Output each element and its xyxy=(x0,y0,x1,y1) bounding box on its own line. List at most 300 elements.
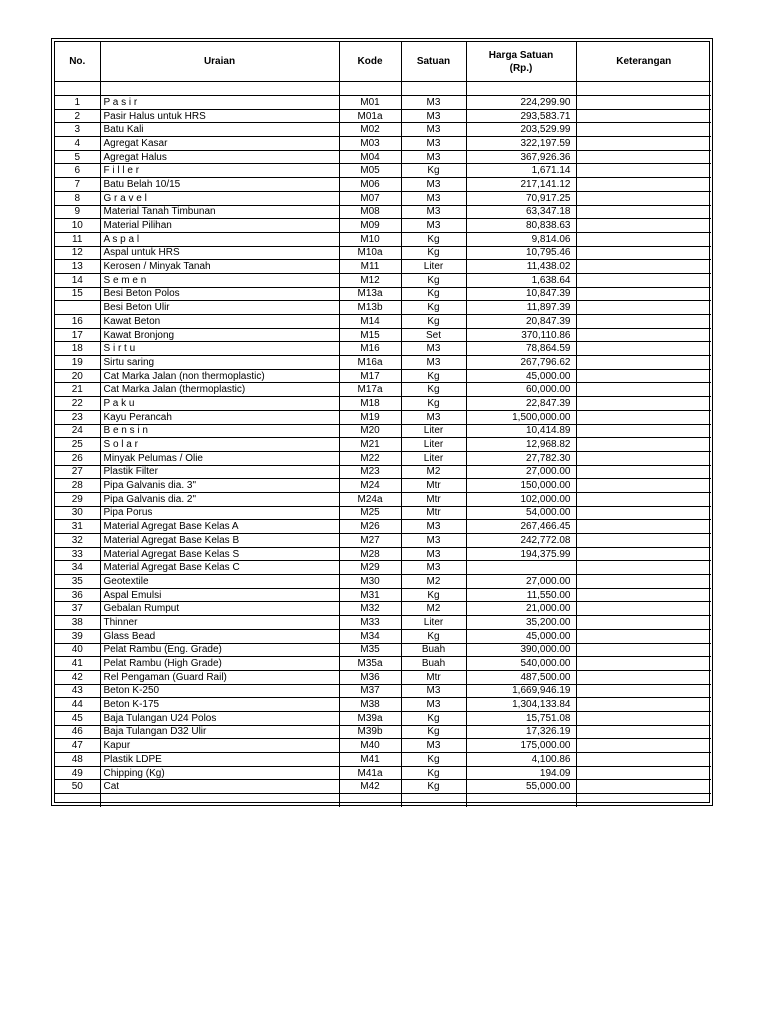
cell-no: 5 xyxy=(55,150,100,164)
cell-harga: 267,466.45 xyxy=(466,520,576,534)
table-row xyxy=(55,629,711,643)
cell-uraian: B e n s i n xyxy=(100,424,339,438)
cell-kode: M01 xyxy=(339,96,401,110)
table-row xyxy=(55,780,711,794)
table-row xyxy=(55,328,711,342)
cell-uraian: Glass Bead xyxy=(100,629,339,643)
cell-uraian: Rel Pengaman (Guard Rail) xyxy=(100,670,339,684)
cell-no: 14 xyxy=(55,273,100,287)
cell-no: 21 xyxy=(55,383,100,397)
cell-keterangan xyxy=(576,383,711,397)
cell-uraian: Pasir Halus untuk HRS xyxy=(100,109,339,123)
cell-harga: 21,000.00 xyxy=(466,602,576,616)
cell-no: 26 xyxy=(55,451,100,465)
cell-harga: 1,669,946.19 xyxy=(466,684,576,698)
price-table-frame xyxy=(54,41,710,803)
table-row xyxy=(55,588,711,602)
cell-harga: 322,197.59 xyxy=(466,137,576,151)
cell-uraian: F i l l e r xyxy=(100,164,339,178)
cell-kode: M25 xyxy=(339,506,401,520)
cell-keterangan xyxy=(576,356,711,370)
cell-no: 44 xyxy=(55,698,100,712)
cell-keterangan xyxy=(576,602,711,616)
cell-harga: 20,847.39 xyxy=(466,315,576,329)
cell-kode: M07 xyxy=(339,191,401,205)
table-row xyxy=(55,492,711,506)
cell-no: 43 xyxy=(55,684,100,698)
cell-uraian: Thinner xyxy=(100,616,339,630)
cell-keterangan xyxy=(576,424,711,438)
cell-kode: M19 xyxy=(339,410,401,424)
cell-no: 13 xyxy=(55,260,100,274)
cell-uraian: Material Agregat Base Kelas B xyxy=(100,534,339,548)
cell-no: 28 xyxy=(55,479,100,493)
closing-row xyxy=(55,794,711,808)
cell-keterangan xyxy=(576,369,711,383)
header-kode: Kode xyxy=(339,42,401,82)
cell-keterangan xyxy=(576,575,711,589)
cell-uraian: Cat xyxy=(100,780,339,794)
cell-no: 49 xyxy=(55,766,100,780)
cell-uraian: Agregat Halus xyxy=(100,150,339,164)
cell-no: 45 xyxy=(55,711,100,725)
header-no: No. xyxy=(55,42,100,82)
cell-harga: 63,347.18 xyxy=(466,205,576,219)
table-header-row xyxy=(55,42,711,82)
cell-no: 23 xyxy=(55,410,100,424)
cell-uraian: Cat Marka Jalan (thermoplastic) xyxy=(100,383,339,397)
cell-uraian: Pipa Galvanis dia. 2" xyxy=(100,492,339,506)
table-row xyxy=(55,602,711,616)
cell-no: 6 xyxy=(55,164,100,178)
cell-uraian: Gebalan Rumput xyxy=(100,602,339,616)
cell-harga: 217,141.12 xyxy=(466,178,576,192)
cell-harga: 12,968.82 xyxy=(466,438,576,452)
cell-kode: M34 xyxy=(339,629,401,643)
cell-harga: 35,200.00 xyxy=(466,616,576,630)
cell-satuan: M3 xyxy=(401,123,466,137)
cell-uraian: Baja Tulangan D32 Ulir xyxy=(100,725,339,739)
cell-uraian: P a s i r xyxy=(100,96,339,110)
cell-no: 4 xyxy=(55,137,100,151)
table-row xyxy=(55,711,711,725)
cell-kode: M39b xyxy=(339,725,401,739)
header-harga-line1: Harga Satuan xyxy=(488,49,554,61)
cell-satuan: Mtr xyxy=(401,506,466,520)
cell-harga: 80,838.63 xyxy=(466,219,576,233)
cell-uraian: Pelat Rambu (High Grade) xyxy=(100,657,339,671)
cell-satuan: Liter xyxy=(401,260,466,274)
cell-harga: 487,500.00 xyxy=(466,670,576,684)
cell-keterangan xyxy=(576,739,711,753)
cell-kode: M06 xyxy=(339,178,401,192)
cell-satuan: Kg xyxy=(401,397,466,411)
cell-kode: M21 xyxy=(339,438,401,452)
cell-kode: M27 xyxy=(339,534,401,548)
cell-keterangan xyxy=(576,753,711,767)
cell-uraian: Aspal untuk HRS xyxy=(100,246,339,260)
cell-harga: 203,529.99 xyxy=(466,123,576,137)
cell-no: 22 xyxy=(55,397,100,411)
cell-satuan: Kg xyxy=(401,369,466,383)
cell-keterangan xyxy=(576,670,711,684)
table-row xyxy=(55,424,711,438)
cell-keterangan xyxy=(576,96,711,110)
cell-keterangan xyxy=(576,342,711,356)
cell-kode: M24a xyxy=(339,492,401,506)
cell-harga: 11,438.02 xyxy=(466,260,576,274)
cell-satuan: M3 xyxy=(401,534,466,548)
table-row xyxy=(55,698,711,712)
cell-kode: M22 xyxy=(339,451,401,465)
table-row xyxy=(55,657,711,671)
cell-satuan: Liter xyxy=(401,451,466,465)
cell-uraian: Beton K-250 xyxy=(100,684,339,698)
table-row xyxy=(55,438,711,452)
cell-kode: M38 xyxy=(339,698,401,712)
table-row xyxy=(55,684,711,698)
cell-uraian: Kawat Bronjong xyxy=(100,328,339,342)
cell-harga: 10,795.46 xyxy=(466,246,576,260)
table-row xyxy=(55,232,711,246)
cell-harga: 15,751.08 xyxy=(466,711,576,725)
cell-keterangan xyxy=(576,191,711,205)
cell-uraian: Cat Marka Jalan (non thermoplastic) xyxy=(100,369,339,383)
cell-harga: 11,550.00 xyxy=(466,588,576,602)
cell-no: 39 xyxy=(55,629,100,643)
cell-keterangan xyxy=(576,164,711,178)
cell-satuan: Kg xyxy=(401,588,466,602)
table-row xyxy=(55,369,711,383)
table-row xyxy=(55,383,711,397)
cell-no: 24 xyxy=(55,424,100,438)
cell-keterangan xyxy=(576,397,711,411)
cell-uraian: Kerosen / Minyak Tanah xyxy=(100,260,339,274)
cell-keterangan xyxy=(576,492,711,506)
cell-satuan: Mtr xyxy=(401,479,466,493)
cell-uraian: Beton K-175 xyxy=(100,698,339,712)
cell-uraian: Besi Beton Polos xyxy=(100,287,339,301)
cell-keterangan xyxy=(576,698,711,712)
cell-kode: M30 xyxy=(339,575,401,589)
header-harga-line2: (Rp.) xyxy=(509,62,533,74)
cell-kode: M14 xyxy=(339,315,401,329)
cell-satuan: Kg xyxy=(401,383,466,397)
cell-no: 25 xyxy=(55,438,100,452)
cell-kode: M13b xyxy=(339,301,401,315)
cell-harga: 367,926.36 xyxy=(466,150,576,164)
cell-uraian: Batu Belah 10/15 xyxy=(100,178,339,192)
cell-satuan: Liter xyxy=(401,424,466,438)
cell-keterangan xyxy=(576,588,711,602)
cell-no: 2 xyxy=(55,109,100,123)
cell-kode: M11 xyxy=(339,260,401,274)
cell-satuan: Kg xyxy=(401,287,466,301)
cell-kode: M13a xyxy=(339,287,401,301)
cell-no: 47 xyxy=(55,739,100,753)
table-row xyxy=(55,273,711,287)
cell-keterangan xyxy=(576,137,711,151)
cell-kode: M39a xyxy=(339,711,401,725)
cell-kode: M41 xyxy=(339,753,401,767)
table-row xyxy=(55,670,711,684)
cell-no: 40 xyxy=(55,643,100,657)
cell-uraian: Aspal Emulsi xyxy=(100,588,339,602)
table-row xyxy=(55,315,711,329)
cell-satuan: M2 xyxy=(401,575,466,589)
cell-no: 31 xyxy=(55,520,100,534)
cell-uraian: Plastik Filter xyxy=(100,465,339,479)
cell-uraian: A s p a l xyxy=(100,232,339,246)
cell-no: 29 xyxy=(55,492,100,506)
table-row xyxy=(55,260,711,274)
cell-no: 20 xyxy=(55,369,100,383)
cell-kode: M41a xyxy=(339,766,401,780)
cell-kode: M24 xyxy=(339,479,401,493)
cell-uraian: Sirtu saring xyxy=(100,356,339,370)
header-uraian: Uraian xyxy=(100,42,339,82)
cell-satuan: M3 xyxy=(401,342,466,356)
cell-kode: M12 xyxy=(339,273,401,287)
table-row xyxy=(55,616,711,630)
cell-kode: M18 xyxy=(339,397,401,411)
cell-no: 16 xyxy=(55,315,100,329)
cell-no: 41 xyxy=(55,657,100,671)
cell-no: 42 xyxy=(55,670,100,684)
cell-keterangan xyxy=(576,109,711,123)
header-keterangan: Keterangan xyxy=(576,42,711,82)
cell-keterangan xyxy=(576,643,711,657)
cell-uraian: Kapur xyxy=(100,739,339,753)
cell-kode: M33 xyxy=(339,616,401,630)
cell-uraian: Agregat Kasar xyxy=(100,137,339,151)
cell-keterangan xyxy=(576,479,711,493)
cell-keterangan xyxy=(576,438,711,452)
cell-satuan: M3 xyxy=(401,739,466,753)
table-row xyxy=(55,397,711,411)
table-row xyxy=(55,137,711,151)
table-row xyxy=(55,643,711,657)
spacer-row xyxy=(55,82,711,96)
cell-harga: 293,583.71 xyxy=(466,109,576,123)
cell-keterangan xyxy=(576,780,711,794)
cell-harga: 10,847.39 xyxy=(466,287,576,301)
price-sheet xyxy=(51,38,713,806)
cell-satuan: Kg xyxy=(401,246,466,260)
cell-satuan: Buah xyxy=(401,643,466,657)
cell-satuan: M3 xyxy=(401,356,466,370)
cell-uraian: Material Tanah Timbunan xyxy=(100,205,339,219)
table-row xyxy=(55,561,711,575)
cell-uraian: Geotextile xyxy=(100,575,339,589)
cell-harga: 1,638.64 xyxy=(466,273,576,287)
cell-kode: M20 xyxy=(339,424,401,438)
cell-keterangan xyxy=(576,123,711,137)
cell-kode: M28 xyxy=(339,547,401,561)
cell-uraian: Kayu Perancah xyxy=(100,410,339,424)
cell-no: 9 xyxy=(55,205,100,219)
cell-kode: M16 xyxy=(339,342,401,356)
cell-kode: M40 xyxy=(339,739,401,753)
cell-kode: M05 xyxy=(339,164,401,178)
table-row xyxy=(55,520,711,534)
cell-no: 50 xyxy=(55,780,100,794)
table-row xyxy=(55,246,711,260)
cell-harga: 54,000.00 xyxy=(466,506,576,520)
cell-uraian: Material Agregat Base Kelas C xyxy=(100,561,339,575)
cell-satuan: Kg xyxy=(401,629,466,643)
table-row xyxy=(55,219,711,233)
cell-satuan: Liter xyxy=(401,616,466,630)
table-row xyxy=(55,191,711,205)
cell-satuan: M3 xyxy=(401,520,466,534)
cell-satuan: M3 xyxy=(401,561,466,575)
cell-satuan: M3 xyxy=(401,219,466,233)
cell-uraian: S o l a r xyxy=(100,438,339,452)
cell-uraian: Minyak Pelumas / Olie xyxy=(100,451,339,465)
cell-uraian: Kawat Beton xyxy=(100,315,339,329)
cell-keterangan xyxy=(576,219,711,233)
cell-harga: 22,847.39 xyxy=(466,397,576,411)
cell-harga: 390,000.00 xyxy=(466,643,576,657)
cell-keterangan xyxy=(576,328,711,342)
cell-harga: 60,000.00 xyxy=(466,383,576,397)
cell-kode: M29 xyxy=(339,561,401,575)
table-row xyxy=(55,301,711,315)
table-row xyxy=(55,534,711,548)
cell-no: 15 xyxy=(55,287,100,301)
cell-kode: M02 xyxy=(339,123,401,137)
cell-keterangan xyxy=(576,629,711,643)
cell-harga: 175,000.00 xyxy=(466,739,576,753)
cell-keterangan xyxy=(576,246,711,260)
cell-keterangan xyxy=(576,451,711,465)
cell-harga: 150,000.00 xyxy=(466,479,576,493)
cell-no: 32 xyxy=(55,534,100,548)
table-row xyxy=(55,123,711,137)
header-satuan: Satuan xyxy=(401,42,466,82)
cell-keterangan xyxy=(576,465,711,479)
cell-kode: M42 xyxy=(339,780,401,794)
table-row xyxy=(55,575,711,589)
cell-harga: 70,917.25 xyxy=(466,191,576,205)
cell-harga: 27,782.30 xyxy=(466,451,576,465)
cell-uraian: P a k u xyxy=(100,397,339,411)
cell-keterangan xyxy=(576,561,711,575)
cell-uraian: Batu Kali xyxy=(100,123,339,137)
cell-no: 3 xyxy=(55,123,100,137)
cell-keterangan xyxy=(576,410,711,424)
cell-harga: 11,897.39 xyxy=(466,301,576,315)
material-price-table xyxy=(55,42,711,807)
cell-keterangan xyxy=(576,301,711,315)
cell-harga: 267,796.62 xyxy=(466,356,576,370)
cell-satuan: M3 xyxy=(401,178,466,192)
cell-no: 1 xyxy=(55,96,100,110)
cell-harga: 194.09 xyxy=(466,766,576,780)
cell-satuan: Kg xyxy=(401,725,466,739)
cell-satuan: M3 xyxy=(401,96,466,110)
cell-kode: M17 xyxy=(339,369,401,383)
cell-satuan: Kg xyxy=(401,711,466,725)
cell-no: 33 xyxy=(55,547,100,561)
cell-satuan: M3 xyxy=(401,205,466,219)
cell-satuan: Set xyxy=(401,328,466,342)
cell-harga: 9,814.06 xyxy=(466,232,576,246)
cell-kode: M04 xyxy=(339,150,401,164)
cell-uraian: G r a v e l xyxy=(100,191,339,205)
cell-kode: M36 xyxy=(339,670,401,684)
cell-satuan: Kg xyxy=(401,315,466,329)
table-row xyxy=(55,287,711,301)
cell-keterangan xyxy=(576,273,711,287)
cell-uraian: Pipa Galvanis dia. 3" xyxy=(100,479,339,493)
cell-satuan: Mtr xyxy=(401,492,466,506)
table-row xyxy=(55,753,711,767)
cell-harga: 1,500,000.00 xyxy=(466,410,576,424)
cell-satuan: M3 xyxy=(401,410,466,424)
cell-satuan: M3 xyxy=(401,137,466,151)
cell-satuan: M3 xyxy=(401,547,466,561)
cell-no: 27 xyxy=(55,465,100,479)
cell-no: 11 xyxy=(55,232,100,246)
cell-satuan: M2 xyxy=(401,602,466,616)
cell-uraian: S i r t u xyxy=(100,342,339,356)
cell-keterangan xyxy=(576,725,711,739)
cell-harga: 78,864.59 xyxy=(466,342,576,356)
cell-uraian: Besi Beton Ulir xyxy=(100,301,339,315)
cell-kode: M16a xyxy=(339,356,401,370)
cell-kode: M15 xyxy=(339,328,401,342)
table-row xyxy=(55,739,711,753)
cell-keterangan xyxy=(576,520,711,534)
cell-kode: M09 xyxy=(339,219,401,233)
cell-keterangan xyxy=(576,506,711,520)
cell-harga: 1,671.14 xyxy=(466,164,576,178)
table-row xyxy=(55,356,711,370)
cell-no: 37 xyxy=(55,602,100,616)
cell-kode: M32 xyxy=(339,602,401,616)
table-row xyxy=(55,178,711,192)
cell-kode: M35a xyxy=(339,657,401,671)
cell-uraian: Baja Tulangan U24 Polos xyxy=(100,711,339,725)
cell-no: 30 xyxy=(55,506,100,520)
cell-keterangan xyxy=(576,150,711,164)
table-row xyxy=(55,342,711,356)
cell-satuan: M3 xyxy=(401,150,466,164)
cell-satuan: M3 xyxy=(401,109,466,123)
table-row xyxy=(55,451,711,465)
cell-harga: 4,100.86 xyxy=(466,753,576,767)
cell-harga: 370,110.86 xyxy=(466,328,576,342)
cell-satuan: Buah xyxy=(401,657,466,671)
cell-harga: 540,000.00 xyxy=(466,657,576,671)
cell-satuan: M3 xyxy=(401,698,466,712)
cell-keterangan xyxy=(576,684,711,698)
cell-harga: 17,326.19 xyxy=(466,725,576,739)
cell-kode: M35 xyxy=(339,643,401,657)
cell-no: 48 xyxy=(55,753,100,767)
cell-no: 8 xyxy=(55,191,100,205)
cell-uraian: S e m e n xyxy=(100,273,339,287)
cell-kode: M03 xyxy=(339,137,401,151)
table-row xyxy=(55,506,711,520)
cell-uraian: Chipping (Kg) xyxy=(100,766,339,780)
cell-uraian: Plastik LDPE xyxy=(100,753,339,767)
cell-no: 35 xyxy=(55,575,100,589)
cell-keterangan xyxy=(576,205,711,219)
cell-harga: 242,772.08 xyxy=(466,534,576,548)
